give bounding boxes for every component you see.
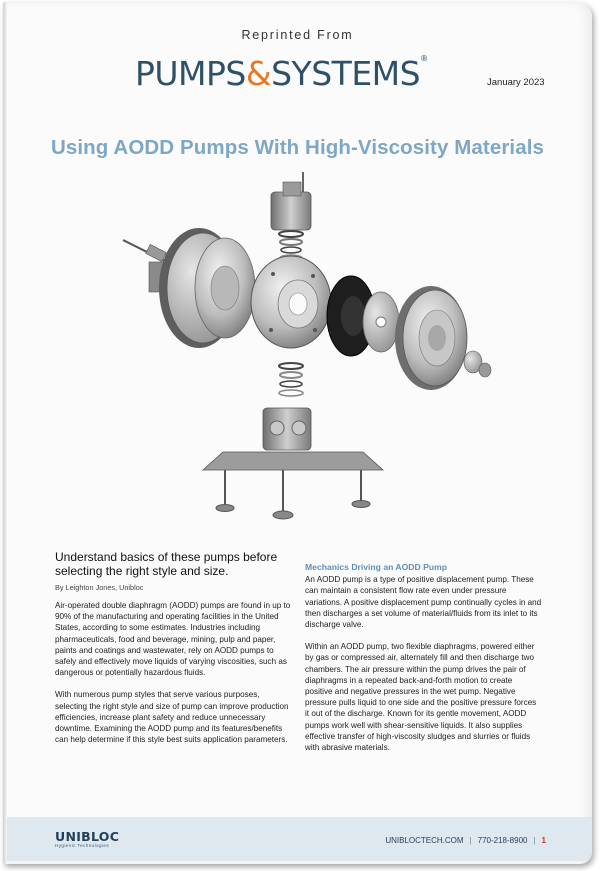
left-column <box>55 600 293 756</box>
paragraph: With numerous pump styles that serve various purposes, selecting the right style and size of pump can improve production efficiencies, increase plant safety and reduce unnecessary downtime. Examining the AODD pump and its features/benefits can help determine if this style best suits application parameters. <box>55 690 289 745</box>
binding-spine <box>3 2 7 864</box>
separator: | <box>533 836 536 845</box>
center-pump-body <box>251 256 331 348</box>
article-byline: By Leighton Jones, Unibloc <box>55 583 144 592</box>
left-chamber <box>159 228 255 348</box>
registered-mark: ® <box>420 54 428 63</box>
paragraph: An AODD pump is a type of positive displacement pump. These can maintain a consistent flow rate even under pressure variations. A positive displacement pump continually cycles in and then discharges a set volume of material/fluids from its inlet to its discharge valve. <box>305 575 542 630</box>
right-chamber <box>395 286 491 390</box>
diaphragm-center <box>341 296 365 336</box>
article-subhead: Understand basics of these pumps before selecting the right style and size. <box>55 550 278 578</box>
unibloc-brand: UNIBLOC <box>55 829 120 844</box>
logo-ampersand: & <box>245 54 272 93</box>
issue-date: January 2023 <box>487 77 545 88</box>
paragraph: Within an AODD pump, two flexible diaphragms, powered either by gas or compressed air, alternately fill and then discharge two chambers. The air pressure within the pump drives the pair of diaphragms in a repeated back-and-forth motion to create positive and negative pressures in the wet pump. Negative pressure pulls liquid to one side and the positive pressure forces it out of the discharge. Known for its gentle movement, AODD pumps work well with shear-sensitive liquids. It also supplies effective transfer of high-viscosity sludges and slurries or fluids with abrasive materials. <box>305 642 537 753</box>
pumps-systems-logo <box>135 54 428 93</box>
reprinted-from-label: Reprinted From <box>241 28 354 42</box>
magazine-page <box>3 2 592 864</box>
article-headline: Using AODD Pumps With High-Viscosity Materials <box>50 136 545 159</box>
footer-band <box>7 817 592 861</box>
exploded-pump-illustration <box>113 170 503 530</box>
footer-contact <box>385 836 546 845</box>
separator: | <box>469 836 472 845</box>
paragraph: Air-operated double diaphragm (AODD) pumps are found in up to 90% of the manufacturing and operating facilities in the United States, according to some estimates. Industries including pharmaceuticals, food and beverage, mining, pulp and paper, paints and coatings and wastewater, rely on AODD pumps to safely and effectively move liquids of varying viscosities, such as dangerous or potentially hazardous fluids. <box>55 601 291 678</box>
lower-seal-rings <box>279 363 303 396</box>
unibloc-tagline: Hygienic Technologies <box>55 843 110 848</box>
logo-word-systems: SYSTEMS <box>271 54 421 93</box>
logo-word-pumps: PUMPS <box>135 54 246 93</box>
bottom-manifold-stand <box>203 408 383 519</box>
section-heading: Mechanics Driving an AODD Pump <box>305 562 447 572</box>
top-manifold <box>271 172 311 261</box>
website-link[interactable]: UNIBLOCTECH.COM <box>385 836 464 845</box>
page-number: 1 <box>541 836 546 845</box>
right-column <box>305 562 542 764</box>
phone-number: 770-218-8900 <box>477 836 528 845</box>
unibloc-logo <box>55 829 119 848</box>
